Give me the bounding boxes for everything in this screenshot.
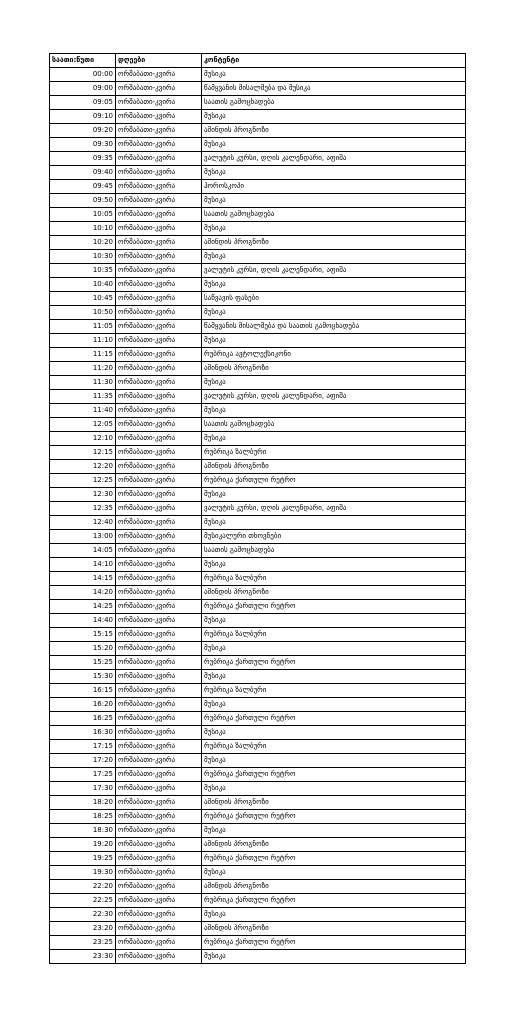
time-cell: 14:05 xyxy=(50,544,116,558)
content-cell: მუსიკა xyxy=(202,166,466,180)
time-cell: 18:25 xyxy=(50,810,116,824)
content-cell: საათის გამოცხადება xyxy=(202,96,466,110)
content-cell: ამინდის პროგნოზი xyxy=(202,796,466,810)
days-cell: ორშაბათი-კვირა xyxy=(116,460,202,474)
time-cell: 17:20 xyxy=(50,754,116,768)
table-row xyxy=(50,586,466,600)
table-row xyxy=(50,222,466,236)
days-cell: ორშაბათი-კვირა xyxy=(116,572,202,586)
content-cell: რუბრიკა ქართული რეტრო xyxy=(202,712,466,726)
days-cell: ორშაბათი-კვირა xyxy=(116,404,202,418)
time-cell: 14:15 xyxy=(50,572,116,586)
table-row xyxy=(50,124,466,138)
time-cell: 16:15 xyxy=(50,684,116,698)
content-cell: მუსიკა xyxy=(202,334,466,348)
time-cell: 15:15 xyxy=(50,628,116,642)
days-cell: ორშაბათი-კვირა xyxy=(116,922,202,936)
time-cell: 14:40 xyxy=(50,614,116,628)
days-cell: ორშაბათი-კვირა xyxy=(116,180,202,194)
days-cell: ორშაბათი-კვირა xyxy=(116,866,202,880)
time-cell: 16:30 xyxy=(50,726,116,740)
content-cell: რუბრიკა ზალბური xyxy=(202,572,466,586)
time-cell: 19:25 xyxy=(50,852,116,866)
days-cell: ორშაბათი-კვირა xyxy=(116,558,202,572)
time-cell: 15:25 xyxy=(50,656,116,670)
content-cell: ამინდის პროგნოზი xyxy=(202,124,466,138)
days-cell: ორშაბათი-კვირა xyxy=(116,824,202,838)
content-cell: რუბრიკა ქართული რეტრო xyxy=(202,852,466,866)
table-row xyxy=(50,264,466,278)
content-cell: მუსიკა xyxy=(202,950,466,964)
days-cell: ორშაბათი-კვირა xyxy=(116,698,202,712)
time-cell: 23:20 xyxy=(50,922,116,936)
days-cell: ორშაბათი-კვირა xyxy=(116,138,202,152)
table-row xyxy=(50,754,466,768)
table-row xyxy=(50,852,466,866)
table-row xyxy=(50,96,466,110)
time-cell: 18:30 xyxy=(50,824,116,838)
days-cell: ორშაბათი-კვირა xyxy=(116,250,202,264)
days-cell: ორშაბათი-კვირა xyxy=(116,82,202,96)
days-cell: ორშაბათი-კვირა xyxy=(116,726,202,740)
time-cell: 11:35 xyxy=(50,390,116,404)
table-row xyxy=(50,516,466,530)
content-cell: წამყვანის მისალმება და საათის გამოცხადება xyxy=(202,320,466,334)
content-cell: ამინდის პროგნოზი xyxy=(202,586,466,600)
days-cell: ორშაბათი-კვირა xyxy=(116,782,202,796)
days-cell: ორშაბათი-კვირა xyxy=(116,264,202,278)
table-row xyxy=(50,138,466,152)
content-cell: რუბრიკა ქართული რეტრო xyxy=(202,810,466,824)
content-cell: საწვავის ფასები xyxy=(202,292,466,306)
time-cell: 22:30 xyxy=(50,908,116,922)
days-cell: ორშაბათი-კვირა xyxy=(116,810,202,824)
content-cell: რუბრიკა ქართული რეტრო xyxy=(202,936,466,950)
days-cell: ორშაბათი-კვირა xyxy=(116,236,202,250)
days-cell: ორშაბათი-კვირა xyxy=(116,838,202,852)
header-days: დღეები xyxy=(116,54,202,68)
time-cell: 11:20 xyxy=(50,362,116,376)
days-cell: ორშაბათი-კვირა xyxy=(116,852,202,866)
table-row xyxy=(50,922,466,936)
content-cell: მუსიკა xyxy=(202,306,466,320)
content-cell: ამინდის პროგნოზი xyxy=(202,838,466,852)
content-cell: მუსიკა xyxy=(202,138,466,152)
content-cell: ვალუტის კურსი, დღის კალენდარი, აფიშა xyxy=(202,264,466,278)
time-cell: 10:40 xyxy=(50,278,116,292)
table-row xyxy=(50,838,466,852)
days-cell: ორშაბათი-კვირა xyxy=(116,208,202,222)
table-row xyxy=(50,404,466,418)
days-cell: ორშაბათი-კვირა xyxy=(116,194,202,208)
table-row xyxy=(50,866,466,880)
content-cell: მუსიკა xyxy=(202,250,466,264)
content-cell: რუბრიკა ქართული რეტრო xyxy=(202,474,466,488)
time-cell: 17:15 xyxy=(50,740,116,754)
content-cell: რუბრიკა ქართული რეტრო xyxy=(202,894,466,908)
days-cell: ორშაბათი-კვირა xyxy=(116,474,202,488)
time-cell: 14:25 xyxy=(50,600,116,614)
content-cell: რუბრიკა ზალბური xyxy=(202,740,466,754)
days-cell: ორშაბათი-კვირა xyxy=(116,362,202,376)
time-cell: 09:00 xyxy=(50,82,116,96)
content-cell: რუბრიკა ზალბური xyxy=(202,628,466,642)
content-cell: მუსიკა xyxy=(202,278,466,292)
days-cell: ორშაბათი-კვირა xyxy=(116,544,202,558)
days-cell: ორშაბათი-კვირა xyxy=(116,642,202,656)
time-cell: 11:30 xyxy=(50,376,116,390)
content-cell: ვალუტის კურსი, დღის კალენდარი, აფიშა xyxy=(202,502,466,516)
content-cell: მუსიკა xyxy=(202,194,466,208)
content-cell: მუსიკა xyxy=(202,222,466,236)
time-cell: 10:05 xyxy=(50,208,116,222)
table-row xyxy=(50,656,466,670)
days-cell: ორშაბათი-კვირა xyxy=(116,894,202,908)
table-row xyxy=(50,362,466,376)
table-row xyxy=(50,544,466,558)
time-cell: 11:40 xyxy=(50,404,116,418)
table-row xyxy=(50,250,466,264)
content-cell: მუსიკა xyxy=(202,488,466,502)
days-cell: ორშაბათი-კვირა xyxy=(116,446,202,460)
content-cell: მუსიკა xyxy=(202,376,466,390)
days-cell: ორშაბათი-კვირა xyxy=(116,292,202,306)
content-cell: მუსიკა xyxy=(202,68,466,82)
time-cell: 10:30 xyxy=(50,250,116,264)
content-cell: მუსიკა xyxy=(202,726,466,740)
table-row xyxy=(50,446,466,460)
time-cell: 19:20 xyxy=(50,838,116,852)
time-cell: 12:25 xyxy=(50,474,116,488)
table-row xyxy=(50,474,466,488)
table-row xyxy=(50,782,466,796)
days-cell: ორშაბათი-კვირა xyxy=(116,908,202,922)
days-cell: ორშაბათი-კვირა xyxy=(116,600,202,614)
content-cell: რუბრიკა ზალბური xyxy=(202,684,466,698)
content-cell: მუსიკალური თხოვნები xyxy=(202,530,466,544)
time-cell: 09:40 xyxy=(50,166,116,180)
days-cell: ორშაბათი-კვირა xyxy=(116,432,202,446)
days-cell: ორშაბათი-კვირა xyxy=(116,712,202,726)
table-row xyxy=(50,810,466,824)
days-cell: ორშაბათი-კვირა xyxy=(116,124,202,138)
days-cell: ორშაბათი-კვირა xyxy=(116,376,202,390)
table-row xyxy=(50,166,466,180)
table-row xyxy=(50,390,466,404)
table-row xyxy=(50,950,466,964)
table-row xyxy=(50,824,466,838)
time-cell: 12:40 xyxy=(50,516,116,530)
table-row xyxy=(50,418,466,432)
time-cell: 14:10 xyxy=(50,558,116,572)
days-cell: ორშაბათი-კვირა xyxy=(116,936,202,950)
content-cell: საათის გამოცხადება xyxy=(202,208,466,222)
content-cell: მუსიკა xyxy=(202,642,466,656)
content-cell: მუსიკა xyxy=(202,908,466,922)
content-cell: რუბრიკა ზალბური xyxy=(202,446,466,460)
table-row xyxy=(50,236,466,250)
content-cell: ამინდის პროგნოზი xyxy=(202,922,466,936)
time-cell: 10:45 xyxy=(50,292,116,306)
table-row xyxy=(50,572,466,586)
table-row xyxy=(50,614,466,628)
days-cell: ორშაბათი-კვირა xyxy=(116,278,202,292)
days-cell: ორშაბათი-კვირა xyxy=(116,222,202,236)
days-cell: ორშაბათი-კვირა xyxy=(116,68,202,82)
time-cell: 10:50 xyxy=(50,306,116,320)
content-cell: რუბრიკა ქართული რეტრო xyxy=(202,600,466,614)
content-cell: მუსიკა xyxy=(202,698,466,712)
time-cell: 22:25 xyxy=(50,894,116,908)
time-cell: 10:35 xyxy=(50,264,116,278)
content-cell: ამინდის პროგნოზი xyxy=(202,880,466,894)
time-cell: 15:20 xyxy=(50,642,116,656)
table-row xyxy=(50,684,466,698)
time-cell: 11:05 xyxy=(50,320,116,334)
time-cell: 09:45 xyxy=(50,180,116,194)
table-row xyxy=(50,376,466,390)
time-cell: 09:10 xyxy=(50,110,116,124)
days-cell: ორშაბათი-კვირა xyxy=(116,320,202,334)
days-cell: ორშაბათი-კვირა xyxy=(116,152,202,166)
days-cell: ორშაბათი-კვირა xyxy=(116,670,202,684)
content-cell: საათის გამოცხადება xyxy=(202,544,466,558)
content-cell: მუსიკა xyxy=(202,782,466,796)
table-row xyxy=(50,698,466,712)
time-cell: 10:20 xyxy=(50,236,116,250)
days-cell: ორშაბათი-კვირა xyxy=(116,334,202,348)
time-cell: 17:25 xyxy=(50,768,116,782)
time-cell: 12:30 xyxy=(50,488,116,502)
time-cell: 12:35 xyxy=(50,502,116,516)
table-row xyxy=(50,278,466,292)
table-row xyxy=(50,348,466,362)
table-row xyxy=(50,712,466,726)
days-cell: ორშაბათი-კვირა xyxy=(116,614,202,628)
content-cell: მუსიკა xyxy=(202,754,466,768)
days-cell: ორშაბათი-კვირა xyxy=(116,656,202,670)
header-row xyxy=(50,54,466,68)
table-row xyxy=(50,110,466,124)
schedule-table xyxy=(49,53,466,964)
table-row xyxy=(50,936,466,950)
content-cell: წამყვანის მისალმება და მუსიკა xyxy=(202,82,466,96)
time-cell: 17:30 xyxy=(50,782,116,796)
days-cell: ორშაბათი-კვირა xyxy=(116,166,202,180)
table-row xyxy=(50,600,466,614)
time-cell: 16:25 xyxy=(50,712,116,726)
time-cell: 16:20 xyxy=(50,698,116,712)
time-cell: 14:20 xyxy=(50,586,116,600)
time-cell: 09:35 xyxy=(50,152,116,166)
time-cell: 15:30 xyxy=(50,670,116,684)
schedule-body xyxy=(50,68,466,964)
table-row xyxy=(50,670,466,684)
days-cell: ორშაბათი-კვირა xyxy=(116,516,202,530)
days-cell: ორშაბათი-კვირა xyxy=(116,390,202,404)
time-cell: 09:20 xyxy=(50,124,116,138)
time-cell: 12:20 xyxy=(50,460,116,474)
days-cell: ორშაბათი-კვირა xyxy=(116,768,202,782)
table-row xyxy=(50,768,466,782)
content-cell: რუბრიკა ავტოლექსიკონი xyxy=(202,348,466,362)
content-cell: რუბრიკა ქართული რეტრო xyxy=(202,768,466,782)
time-cell: 19:30 xyxy=(50,866,116,880)
time-cell: 11:10 xyxy=(50,334,116,348)
table-row xyxy=(50,530,466,544)
table-row xyxy=(50,68,466,82)
table-row xyxy=(50,82,466,96)
content-cell: საათის გამოცხადება xyxy=(202,418,466,432)
days-cell: ორშაბათი-კვირა xyxy=(116,796,202,810)
table-row xyxy=(50,558,466,572)
content-cell: ამინდის პროგნოზი xyxy=(202,460,466,474)
table-row xyxy=(50,796,466,810)
table-row xyxy=(50,740,466,754)
table-row xyxy=(50,432,466,446)
days-cell: ორშაბათი-კვირა xyxy=(116,530,202,544)
content-cell: მუსიკა xyxy=(202,432,466,446)
table-row xyxy=(50,460,466,474)
content-cell: ვალუტის კურსი, დღის კალენდარი, აფიშა xyxy=(202,390,466,404)
time-cell: 09:50 xyxy=(50,194,116,208)
days-cell: ორშაბათი-კვირა xyxy=(116,740,202,754)
days-cell: ორშაბათი-კვირა xyxy=(116,110,202,124)
content-cell: ამინდის პროგნოზი xyxy=(202,362,466,376)
time-cell: 12:10 xyxy=(50,432,116,446)
table-row xyxy=(50,880,466,894)
time-cell: 09:05 xyxy=(50,96,116,110)
content-cell: მუსიკა xyxy=(202,866,466,880)
content-cell: რუბრიკა ქართული რეტრო xyxy=(202,656,466,670)
content-cell: ვალუტის კურსი, დღის კალენდარი, აფიშა xyxy=(202,152,466,166)
table-row xyxy=(50,642,466,656)
content-cell: მუსიკა xyxy=(202,558,466,572)
time-cell: 18:20 xyxy=(50,796,116,810)
time-cell: 12:05 xyxy=(50,418,116,432)
table-row xyxy=(50,894,466,908)
days-cell: ორშაბათი-კვირა xyxy=(116,488,202,502)
days-cell: ორშაბათი-კვირა xyxy=(116,880,202,894)
header-content: კონტენტი xyxy=(202,54,466,68)
days-cell: ორშაბათი-კვირა xyxy=(116,96,202,110)
table-row xyxy=(50,292,466,306)
table-row xyxy=(50,908,466,922)
table-row xyxy=(50,726,466,740)
content-cell: მუსიკა xyxy=(202,614,466,628)
content-cell: ამინდის პროგნოზი xyxy=(202,236,466,250)
time-cell: 13:00 xyxy=(50,530,116,544)
days-cell: ორშაბათი-კვირა xyxy=(116,684,202,698)
days-cell: ორშაბათი-კვირა xyxy=(116,502,202,516)
time-cell: 23:25 xyxy=(50,936,116,950)
time-cell: 00:00 xyxy=(50,68,116,82)
table-row xyxy=(50,306,466,320)
table-row xyxy=(50,488,466,502)
table-row xyxy=(50,180,466,194)
table-row xyxy=(50,194,466,208)
table-row xyxy=(50,152,466,166)
days-cell: ორშაბათი-კვირა xyxy=(116,754,202,768)
table-row xyxy=(50,628,466,642)
content-cell: მუსიკა xyxy=(202,824,466,838)
days-cell: ორშაბათი-კვირა xyxy=(116,418,202,432)
time-cell: 23:30 xyxy=(50,950,116,964)
time-cell: 12:15 xyxy=(50,446,116,460)
table-row xyxy=(50,208,466,222)
time-cell: 10:10 xyxy=(50,222,116,236)
days-cell: ორშაბათი-კვირა xyxy=(116,306,202,320)
content-cell: მუსიკა xyxy=(202,516,466,530)
content-cell: მუსიკა xyxy=(202,404,466,418)
days-cell: ორშაბათი-კვირა xyxy=(116,950,202,964)
content-cell: ჰოროსკოპი xyxy=(202,180,466,194)
days-cell: ორშაბათი-კვირა xyxy=(116,586,202,600)
table-row xyxy=(50,502,466,516)
table-row xyxy=(50,334,466,348)
days-cell: ორშაბათი-კვირა xyxy=(116,348,202,362)
time-cell: 22:20 xyxy=(50,880,116,894)
time-cell: 09:30 xyxy=(50,138,116,152)
table-row xyxy=(50,320,466,334)
days-cell: ორშაბათი-კვირა xyxy=(116,628,202,642)
content-cell: მუსიკა xyxy=(202,670,466,684)
time-cell: 11:15 xyxy=(50,348,116,362)
content-cell: მუსიკა xyxy=(202,110,466,124)
header-time: საათი:წუთი xyxy=(50,54,116,68)
